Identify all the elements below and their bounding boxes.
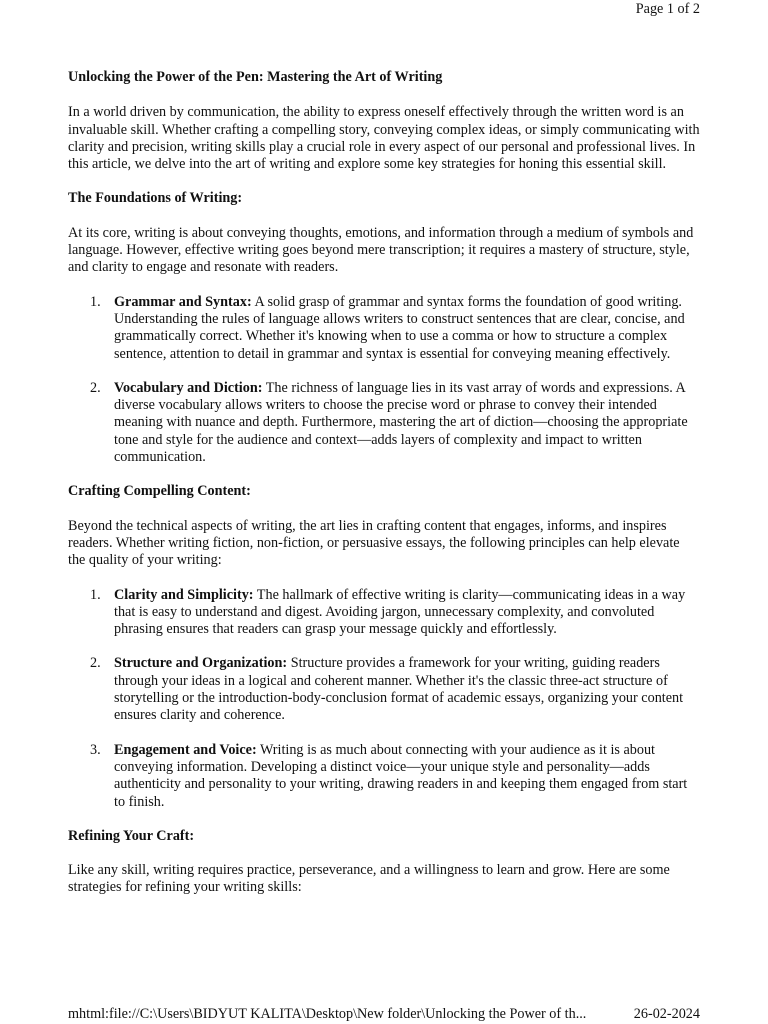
list-item-number: 3. <box>90 741 101 758</box>
list-item-term: Clarity and Simplicity: <box>114 586 254 603</box>
list-item-number: 2. <box>90 379 101 396</box>
page-number: Page 1 of 2 <box>635 1 700 17</box>
list-item-term: Engagement and Voice: <box>114 741 257 758</box>
section-heading-refining: Refining Your Craft: <box>68 827 195 844</box>
section-heading-foundations: The Foundations of Writing: <box>68 190 243 207</box>
list-item-text: Writing is as much about connecting with your audience as it is about conveying information. Developing a distinct voice—your unique style and personality—adds authenticity and personality to your writing, drawing readers in and keeping them engaged from start to finish. <box>114 741 688 810</box>
intro-paragraph: In a world driven by communication, the ability to express oneself effectively through the written word is an invaluable skill. Whether crafting a compelling story, conveying complex ideas, or simply communicating with clarity and precision, writing skills play a crucial role in every aspect of our personal and professional lives. In this article, we delve into the art of writing and explore some key strategies for honing this essential skill. <box>68 104 700 173</box>
refining-paragraph: Like any skill, writing requires practice, perseverance, and a willingness to learn and grow. Here are some strategies for refining your writing skills: <box>68 862 670 896</box>
list-item <box>68 380 700 466</box>
footer-path: mhtml:file://C:\Users\BIDYUT KALITA\Desktop\New folder\Unlocking the Power of th... <box>68 1006 587 1022</box>
list-item <box>68 294 700 363</box>
list-item-term: Vocabulary and Diction: <box>114 379 263 396</box>
list-item-number: 2. <box>90 655 101 672</box>
list-item-text: The hallmark of effective writing is clarity—communicating ideas in a way that is easy to understand and digest. Avoiding jargon, unnecessary complexity, and convoluted phrasing ensures that readers can grasp your message quickly and effortlessly. <box>114 586 686 638</box>
list-item-text: Structure provides a framework for your writing, guiding readers through your ideas in a logical and coherent manner. Whether it's the classic three-act structure of storytelling or the introduction-body-conclusion format of academic essays, organizing your content ensures clarity and coherence. <box>114 655 684 724</box>
list-item-number: 1. <box>90 293 101 310</box>
crafting-paragraph: Beyond the technical aspects of writing, the art lies in crafting content that engages, informs, and inspires readers. Whether writing fiction, non-fiction, or persuasive essays, the following principles can help elevate the quality of your writing: <box>68 517 680 569</box>
list-item-text: A solid grasp of grammar and syntax forms the foundation of good writing. Understanding the rules of language allows writers to construct sentences that are clear, concise, and grammatically correct. Whether it's knowing when to use a comma or how to structure a complex sentence, attention to detail in grammar and syntax is essential for conveying meaning effectively. <box>114 293 685 362</box>
print-footer <box>68 1006 700 1023</box>
article-title: Unlocking the Power of the Pen: Mastering the Art of Writing <box>68 69 443 85</box>
crafting-list <box>68 587 700 811</box>
list-item <box>68 742 700 811</box>
article-body <box>68 69 700 914</box>
list-item <box>68 655 700 724</box>
list-item-number: 1. <box>90 586 101 603</box>
list-item-term: Grammar and Syntax: <box>114 293 252 310</box>
list-item-term: Structure and Organization: <box>114 655 288 672</box>
section-heading-crafting: Crafting Compelling Content: <box>68 483 251 500</box>
footer-date: 26-02-2024 <box>633 1006 700 1022</box>
list-item <box>68 587 700 639</box>
list-item-text: The richness of language lies in its vast array of words and expressions. A diverse vocabulary allows writers to choose the precise word or phrase to convey their intended meaning with nuance and depth. Furthermore, mastering the art of diction—choosing the appropriate tone and style for the audience and context—adds layers of complexity and impact to written communication. <box>114 379 688 466</box>
foundations-paragraph: At its core, writing is about conveying thoughts, emotions, and information through a medium of symbols and language. However, effective writing goes beyond mere transcription; it requires a mastery of structure, style, and clarity to engage and resonate with readers. <box>68 224 694 276</box>
foundations-list <box>68 294 700 467</box>
